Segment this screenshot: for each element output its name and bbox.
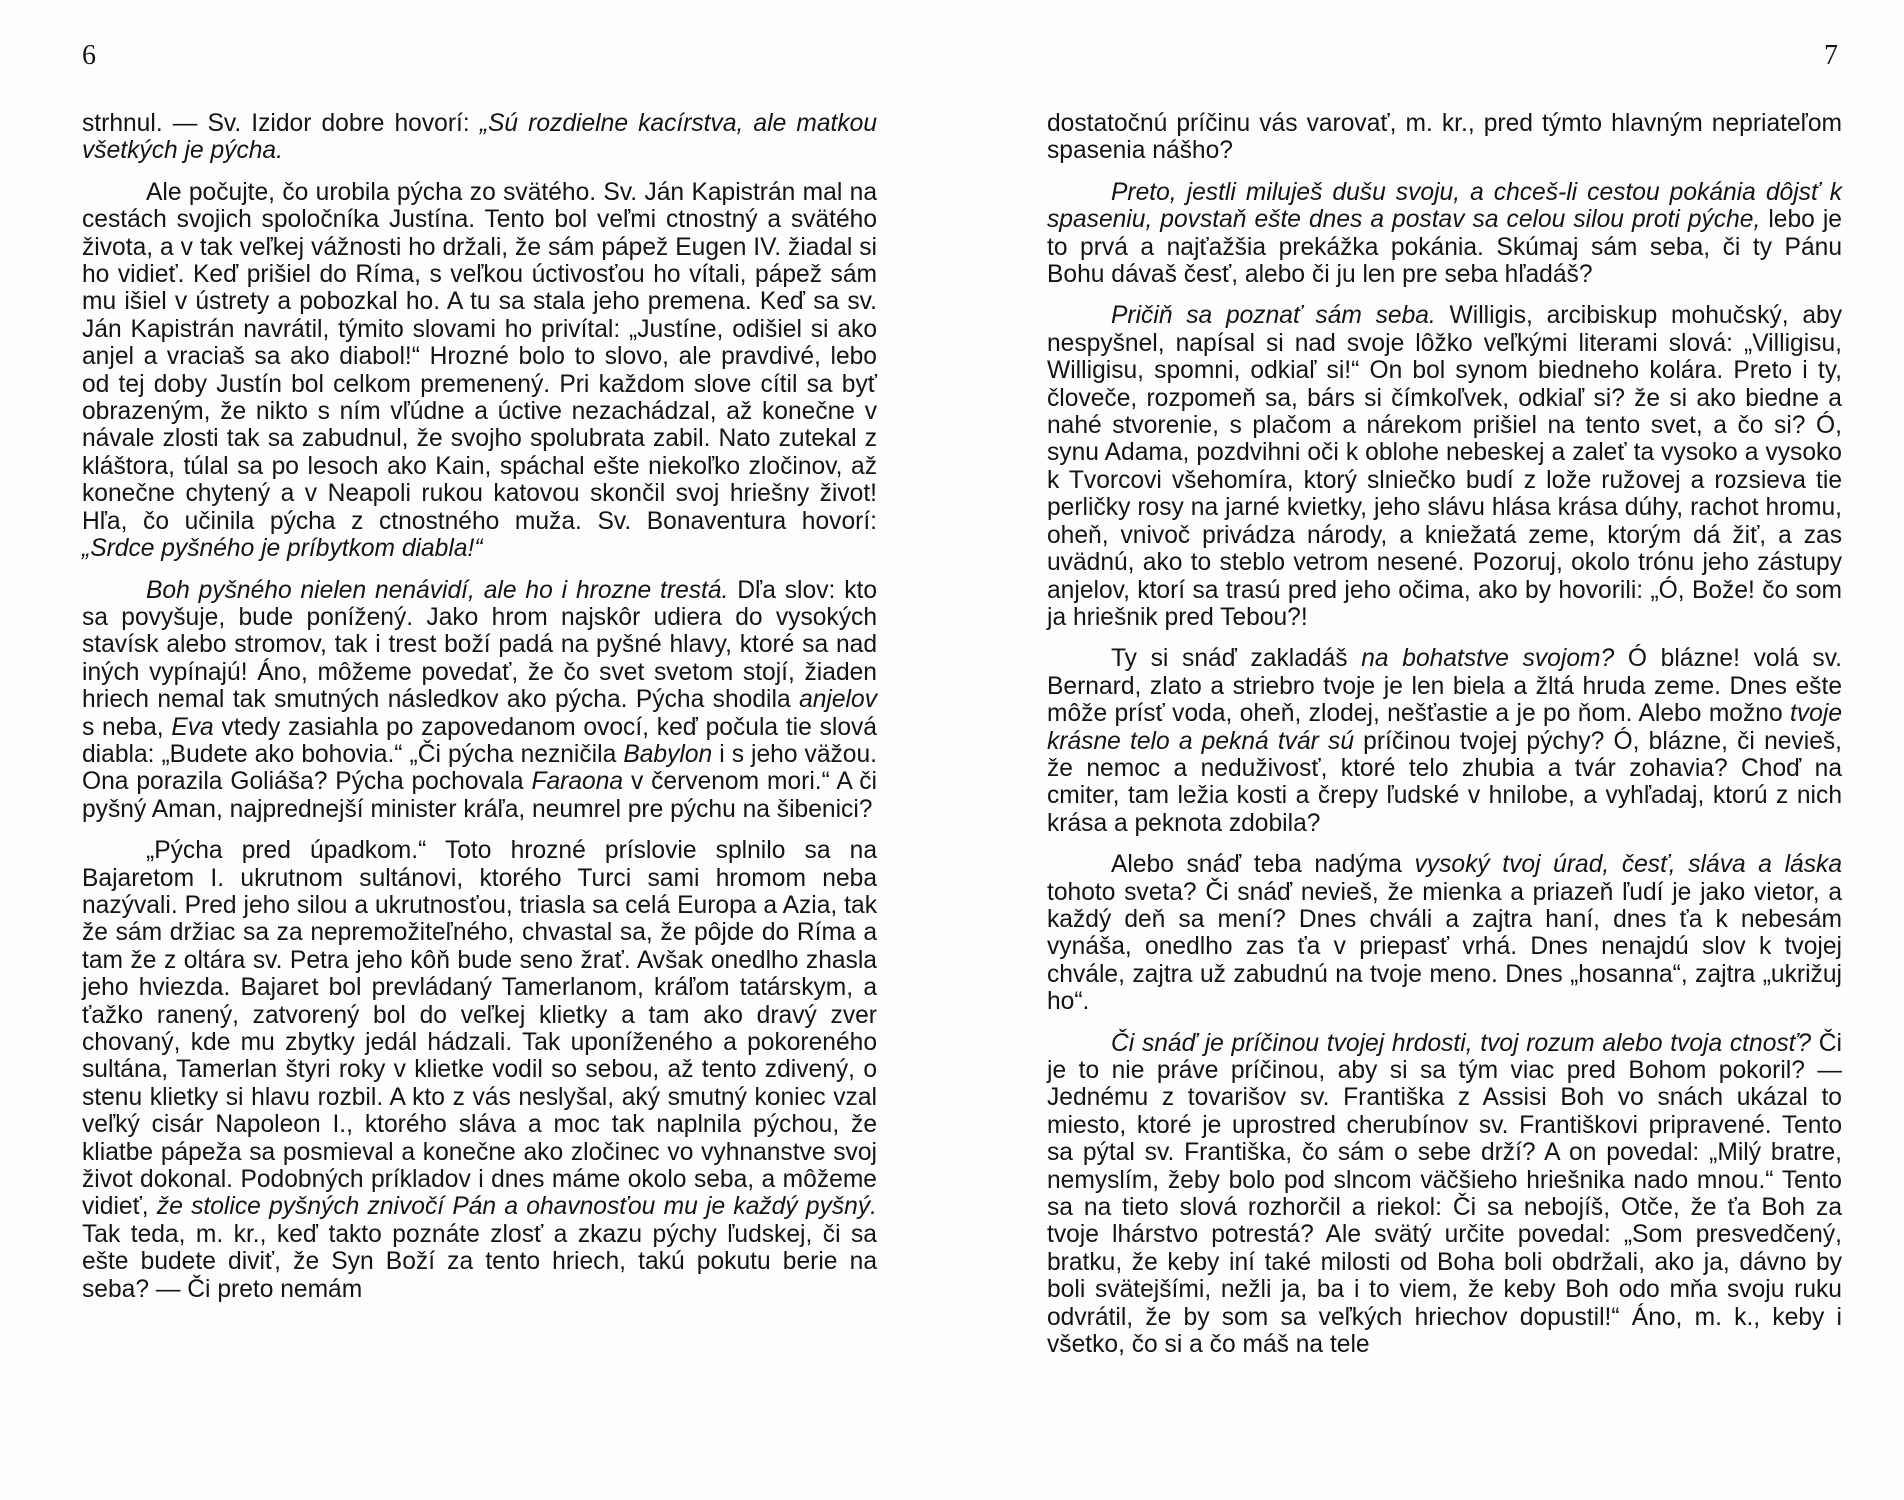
text-run: i s jeho väžou. Ona porazila Goliáša? Pýcha pochovala	[82, 740, 877, 796]
paragraph	[1047, 1030, 1842, 1359]
emphasis-text: Pričiň sa poznať sám seba.	[1111, 302, 1436, 330]
text-run: Tak teda, m. kr., keď takto poznáte zlosť a zkazu pýchy ľudskej, či sa ešte budete diviť, že Syn Boží za tento hriech, takú pokutu berie na seba? — Či preto nemám	[82, 1220, 877, 1303]
text-run: Ty si snáď zakladáš	[1111, 645, 1362, 673]
page-number: 7	[1824, 40, 1838, 71]
emphasis-text: „Srdce pyšného je príbytkom diabla!“	[82, 535, 483, 563]
text-run: s neba,	[82, 713, 172, 741]
text-run: tohoto sveta? Či snáď nevieš, že mienka a priazeň ľudí je jako vietor, a každý deň sa mení? Dnes chváli a zajtra haní, dnes ťa k nebesám vynáša, onedlho zas ťa v priepasť vrhá. Dnes nenajdú slov k tvojej chvále, zajtra už zabudnú na tvoje meno. Dnes „hosanna“, zajtra „ukrižuj ho“.	[1047, 878, 1842, 1016]
paragraph	[1047, 110, 1842, 165]
emphasis-text: na bohatstve svojom?	[1361, 645, 1615, 673]
emphasis-text: Preto, jestli miluješ dušu svoju, a chceš-li cestou pokánia dôjsť k spaseniu, povstaň ešte dnes a postav sa celou silou proti pýche,	[1047, 178, 1842, 234]
paragraph	[82, 577, 877, 824]
text-run: Ó blázne! volá sv. Bernard, zlato a striebro tvoje je len biela a žltá hruda zeme. Dnes ešte môže prísť voda, oheň, zlodej, nešťastie a je po ňom. Alebo možno	[1047, 645, 1842, 728]
text-run: Ale počujte, čo urobila pýcha zo svätého. Sv. Ján Kapistrán mal na cestách svojich spoločníka Justína. Tento bol veľmi ctnostný a svätého života, a v tak veľkej vážnosti ho držali, že sám pápež Eugen IV. žiadal si ho vidieť. Keď prišiel do Ríma, s veľkou úctivosťou ho vítali, pápež sám mu išiel v ústrety a pobozkal ho. A tu sa stala jeho premena. Keď sa sv. Ján Kapistrán navrátil, týmito slovami ho privítal: „Justíne, odišiel si ako anjel a vraciaš sa ako diabol!“ Hrozné bolo to slovo, ale pravdivé, lebo od tej doby Justín bol celkom premenený. Pri každom slove cítil sa byť obrazeným, že nikto s ním vľúdne a úctive nezachádzal, až konečne v návale zlosti tak sa zabudnul, že svojho spolubrata zabil. Nato zutekal z kláštora, túlal sa po lesoch ako Kain, spáchal ešte niekoľko zločinov, až konečne chytený a v Neapoli rukou katovou skončil svoj hriešny život! Hľa, čo učinila pýcha z ctnostného muža. Sv. Bonaventura hovorí:	[82, 178, 877, 535]
text-column	[82, 110, 877, 1303]
paragraph	[82, 179, 877, 563]
paragraph	[82, 110, 877, 165]
emphasis-text: „Sú rozdielne kacírstva, ale matkou všetkých je pýcha.	[82, 110, 878, 165]
text-column	[1047, 110, 1842, 1358]
text-run: Či je to nie práve príčinou, aby si sa tým viac pred Bohom pokoril? — Jednému z tovarišov sv. Františka z Assisi Boh vo snách ukázal to miesto, ktoré je uprostred cherubínov sv. Františkovi pripravené. Tento sa pýtal sv. Františka, čo sám o sebe drží? A on povedal: „Milý bratre, nemyslím, žeby bolo pod slncom väčšieho hriešnika nado mnou.“ Tento sa na tieto slová rozhorčil a riekol: Či sa nebojíš, Otče, že ťa Boh za tvoje lhárstvo potrestá? Ale svätý určite povedal: „Som presvedčený, bratku, že keby iní také milosti od Boha boli obdržali, ako ja, dávno by boli svätejšími, nežli ja, ba i to viem, že keby Boh odo mňa svoju ruku odvrátil, že by som sa veľkých hriechov dopustil!“ Áno, m. k., keby i všetko, čo si a čo máš na tele	[1047, 1029, 1843, 1359]
text-run: vtedy zasiahla po zapovedanom ovocí, keď počula tie slová diabla: „Budete ako bohovia.“ „Či pýcha nezničila	[82, 713, 877, 768]
text-run: Alebo snáď teba nadýma	[1111, 851, 1415, 879]
right-page	[952, 0, 1904, 1500]
paragraph	[1047, 851, 1842, 1015]
emphasis-text: Či snáď je príčinou tvojej hrdosti, tvoj rozum alebo tvoja ctnosť?	[1111, 1029, 1812, 1057]
text-run: strhnul. — Sv. Izidor dobre hovorí:	[82, 110, 480, 137]
emphasis-text: Boh pyšného nielen nenávidí, ale ho i hrozne trestá.	[146, 576, 729, 604]
emphasis-text: tvoje krásne telo a pekná tvár sú	[1047, 700, 1842, 755]
page-number: 6	[82, 40, 96, 71]
paragraph	[1047, 179, 1842, 289]
text-run: v červenom mori.“ A či pyšný Aman, najprednejší minister kráľa, neumrel pre pýchu na šibenici?	[82, 768, 877, 823]
text-run: príčinou tvojej pýchy? Ó, blázne, či nevieš, že nemoc a neduživosť, ktoré telo zhubia a tvár zohavia? Choď na cmiter, tam ležia kosti a črepy ľudské v hnilobe, a vyhľadaj, ktorú z nich krása a peknota zdobila?	[1047, 727, 1842, 837]
emphasis-text: anjelov	[799, 686, 877, 714]
text-run: Dľa slov: kto sa povyšuje, bude ponížený. Jako hrom najskôr udiera do vysokých stavísk alebo stromov, tak i trest boží padá na pyšné hlavy, ktoré sa nad iných vypínajú! Áno, môžeme povedať, že čo svet svetom stojí, žiaden hriech nemal tak smutných následkov ako pýcha. Pýcha shodila	[82, 576, 878, 714]
emphasis-text: Eva	[171, 713, 214, 741]
paragraph	[82, 837, 877, 1303]
text-run: Willigis, arcibiskup mohučský, aby nespyšnel, napísal si nad svoje lôžko veľkými literami slová: „Villigisu, Willigisu, spomni, odkiaľ si!“ On bol synom biedneho kolára. Preto i ty, človeče, rozpomeň sa, bárs si čímkoľvek, odkiaľ si? že si ako biedne a nahé stvorenie, s plačom a nárekom prišiel na tento svet, a čo si? Ó, synu Adama, pozdvihni oči k oblohe nebeskej a zaleť ta vysoko a vysoko k Tvorcovi všehomíra, ktorý slniečko budí z lože ružovej a rozsieva tie perličky rosy na jarné kvietky, jeho slávu hlása krása dúhy, rachot hromu, oheň, vnivoč privádza národy, a kniežatá zeme, ktorým dá žiť, a zas uvädnú, ako to steblo vetrom nesené. Pozoruj, okolo trónu jeho zástupy anjelov, ktorí sa trasú pred jeho očima, ako by hovorili: „Ó, Bože! čo som ja hriešnik pred Tebou?!	[1047, 302, 1842, 631]
emphasis-text: že stolice pyšných znivočí Pán a ohavnosťou mu je každý pyšný.	[156, 1193, 877, 1221]
text-run: lebo je to prvá a najťažšia prekážka pokánia. Skúmaj sám seba, či ty Pánu Bohu dávaš česť, alebo či ju len pre seba hľadáš?	[1047, 206, 1842, 289]
text-run: „Pýcha pred úpadkom.“ Toto hrozné príslovie splnilo sa na Bajaretom I. ukrutnom sultánovi, ktorého Turci sami hromom neba nazývali. Pred jeho silou a ukrutnosťou, triasla sa celá Europa a Azia, tak že sám držiac sa za nepremožiteľného, chvastal sa, že pôjde do Ríma a tam že z oltára sv. Petra jeho kôň bude seno žrať. Avšak onedlho zhasla jeho hviezda. Bajaret bol prevládaný Tamerlanom, kráľom tatárskym, a ťažko ranený, zatvorený bol do veľkej klietky a tam ako dravý zver chovaný, kde mu zbytky jedál hádzali. Tak uponíženého a pokoreného sultána, Tamerlan štyri roky v klietke vodil so sebou, až tento zdivený, o stenu klietky si hlavu rozbil. A kto z vás neslyšal, aký smutný koniec vzal veľký cisár Napoleon I., ktorého sláva a moc tak naplnila pýchou, že kliatbe pápeža sa posmieval a konečne ako zločinec vo vyhnanstve svoj život dokonal. Podobných príkladov i dnes máme okolo seba, a môžeme vidieť,	[82, 837, 877, 1221]
emphasis-text: vysoký tvoj úrad, česť, sláva a láska	[1414, 851, 1842, 879]
emphasis-text: Babylon	[623, 740, 713, 768]
text-run: dostatočnú príčinu vás varovať, m. kr., pred týmto hlavným nepriateľom spasenia nášho?	[1047, 110, 1842, 165]
emphasis-text: Faraona	[531, 768, 624, 796]
paragraph	[1047, 645, 1842, 837]
paragraph	[1047, 302, 1842, 631]
